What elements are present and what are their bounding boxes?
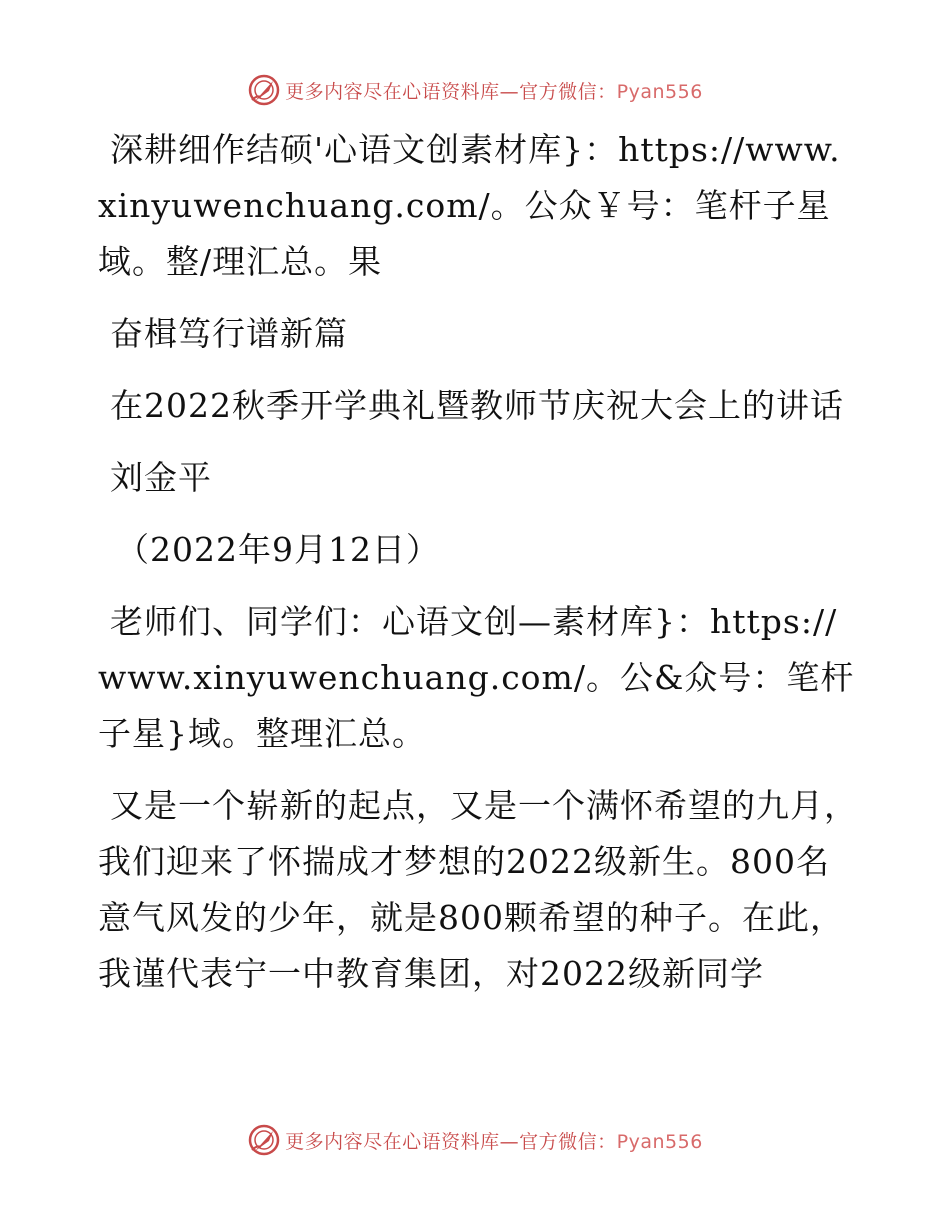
greeting-paragraph: 老师们、同学们：心语文创—素材库}：https://www.xinyuwenchuang.com/。公&众号：笔杆子星}域。整理汇总。 (98, 602, 855, 753)
footer-handle: Pyan556 (616, 1130, 703, 1153)
footer-banner-text: 更多内容尽在心语资料库—官方微信：Pyan556 (285, 1130, 703, 1153)
document-author: 刘金平 (110, 458, 212, 497)
header-banner-text: 更多内容尽在心语资料库—官方微信：Pyan556 (285, 80, 703, 103)
header-banner (0, 70, 950, 110)
document-title: 奋楫笃行谱新篇 (110, 314, 348, 353)
header-handle: Pyan556 (616, 80, 703, 103)
body-paragraph: 又是一个崭新的起点，又是一个满怀希望的九月，我们迎来了怀揣成才梦想的2022级新生。800名意气风发的少年，就是800颗希望的种子。在此，我谨代表宁一中教育集团，对2022级新同学 (98, 786, 858, 993)
document-date: （2022年9月12日） (116, 530, 440, 569)
quill-seal-icon (247, 73, 281, 107)
document-page (98, 122, 858, 1018)
document-subtitle: 在2022秋季开学典礼暨教师节庆祝大会上的讲话 (110, 386, 844, 425)
watermark-paragraph: 深耕细作结硕'心语文创素材库}：https://www.xinyuwenchuang.com/。公众￥号：笔杆子星域。整/理汇总。果 (98, 130, 841, 281)
quill-seal-icon (247, 1123, 281, 1157)
footer-banner (0, 1120, 950, 1160)
